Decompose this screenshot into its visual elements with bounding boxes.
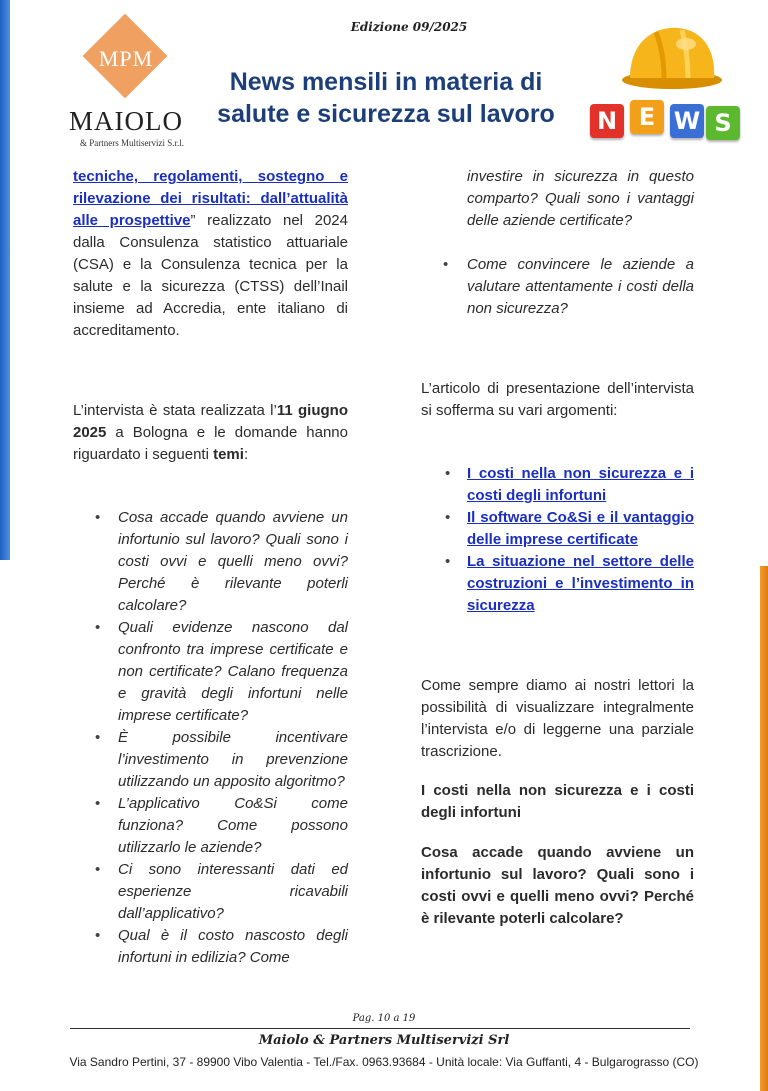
interview-text-1: L’intervista è stata realizzata l’ xyxy=(73,402,277,419)
footer-divider xyxy=(70,1028,690,1029)
section-question: Cosa accade quando avviene un infortunio sul lavoro? Quali sono i costi ovvi e quelli meno ovvi? Perché è rilevante poterli calcolare? xyxy=(421,844,694,927)
title-line-2: salute e sicurezza sul lavoro xyxy=(217,100,555,128)
news-letter-n: N xyxy=(590,104,624,138)
logo-subtitle: & Partners Multiservizi S.r.l. xyxy=(80,138,184,148)
intro-link[interactable]: tecniche, regolamenti, sostegno e rilevazione dei risultati: dall’attualità alle prospettive xyxy=(73,168,348,229)
article-links-list xyxy=(421,463,694,617)
logo-mark: MPM xyxy=(98,46,154,71)
news-badge xyxy=(586,100,746,140)
intro-rest: ” realizzato nel 2024 dalla Consulenza statistico attuariale (CSA) e la Consulenza tecnica per la salute e la sicurezza (CTSS) dell’Inail insieme ad Accredia, ente italiano di accreditamento. xyxy=(73,212,348,339)
interview-date: 11 giugno 2025 xyxy=(73,402,348,441)
article-intro: L’articolo di presentazione dell’intervista si sofferma su vari argomenti: xyxy=(421,380,694,419)
question-item-5: • Ci sono interessanti dati ed esperienze ricavabili dall’applicativo? xyxy=(73,859,348,925)
title-line-1: News mensili in materia di xyxy=(229,68,543,96)
left-decorative-bar xyxy=(0,0,10,560)
question-item-1: • Cosa accade quando avviene un infortunio sul lavoro? Quali sono i costi ovvi e quelli meno ovvi? Perché è rilevante poterli calcolare? xyxy=(73,507,348,617)
article-link-software[interactable]: Il software Co&Si e il vantaggio delle imprese certificate xyxy=(467,509,694,548)
logo-name: MAIOLO xyxy=(69,106,183,136)
questions-list-continued xyxy=(421,254,694,320)
footer-company: Maiolo & Partners Multiservizi Srl xyxy=(258,1033,510,1048)
question-item-2: • Quali evidenze nascono dal confronto tra imprese certificate e non certificate? Calano frequenza e gravità degli infortuni nelle imprese certificate? xyxy=(73,617,348,727)
question-item-7: • Come convincere le aziende a valutare attentamente i costi della non sicurezza? xyxy=(421,254,694,320)
question-continuation: investire in sicurezza in questo comparto? Quali sono i vantaggi delle aziende certificate? xyxy=(467,168,694,229)
edition-label: Edizione 09/2025 xyxy=(350,20,468,34)
page-title xyxy=(200,66,572,130)
interview-paragraph xyxy=(73,400,348,466)
news-letter-s: S xyxy=(706,106,740,140)
question-item-3: • È possibile incentivare l’investimento in prevenzione utilizzando un apposito algoritmo? xyxy=(73,727,348,793)
page-number: Pag. 10 a 19 xyxy=(352,1013,416,1024)
news-letter-e: E xyxy=(630,100,664,134)
article-link-item-1 xyxy=(421,463,694,507)
question-item-4: • L’applicativo Co&Si come funziona? Come possono utilizzarlo le aziende? xyxy=(73,793,348,859)
questions-list xyxy=(73,507,348,969)
article-link-item-2 xyxy=(421,507,694,551)
interview-colon: : xyxy=(243,446,249,463)
news-letter-w: W xyxy=(670,104,704,138)
section-heading: I costi nella non sicurezza e i costi degli infortuni xyxy=(421,782,694,821)
closing-paragraph: Come sempre diamo ai nostri lettori la possibilità di visualizzare integralmente l’intervista e/o di leggerne una parziale trascrizione. xyxy=(421,677,694,760)
article-link-construction[interactable]: La situazione nel settore delle costruzioni e l’investimento in sicurezza xyxy=(467,553,694,614)
article-link-item-3 xyxy=(421,551,694,617)
interview-text-2: a Bologna e le domande hanno riguardato i seguenti xyxy=(73,424,348,463)
company-logo xyxy=(62,22,202,150)
hard-hat-icon xyxy=(616,18,726,98)
interview-temi: temi xyxy=(213,446,244,463)
question-item-6: • Qual è il costo nascosto degli infortuni in edilizia? Come xyxy=(73,925,348,969)
article-link-costs[interactable]: I costi nella non sicurezza e i costi degli infortuni xyxy=(467,465,694,504)
footer-address: Via Sandro Pertini, 37 - 89900 Vibo Valentia - Tel./Fax. 0963.93684 - Unità locale: Via Guffanti, 4 - Bulgarograsso (CO) xyxy=(69,1055,699,1069)
intro-paragraph xyxy=(73,166,348,342)
